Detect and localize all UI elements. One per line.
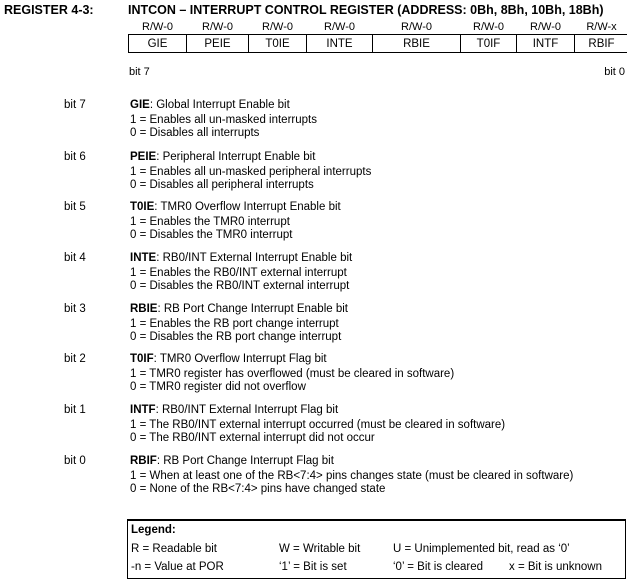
bit-value-line: 0 = None of the RB<7:4> pins have changed state — [130, 483, 386, 495]
bit-title-text: : TMR0 Overflow Interrupt Enable bit — [154, 201, 341, 213]
bit-description — [130, 353, 454, 394]
legend-item: U = Unimplemented bit, read as ‘0’ — [393, 543, 570, 555]
register-bit-table — [128, 20, 627, 53]
access-cell: R/W-0 — [142, 21, 173, 33]
bit-description — [130, 404, 505, 445]
bit-value-line: 1 = TMR0 register has overflowed (must be cleared in software) — [130, 368, 455, 380]
bit-name-cell: T0IE — [249, 35, 307, 53]
bit-name: GIE — [130, 99, 150, 111]
bit-name: INTF — [130, 404, 156, 416]
bit-title — [130, 99, 317, 112]
bit-label: bit 7 — [64, 99, 86, 111]
bit-title — [130, 151, 371, 164]
access-cell: R/W-0 — [202, 21, 233, 33]
bit-name: PEIE — [130, 151, 157, 163]
bit-description — [130, 151, 371, 192]
bit-value-line: 0 = Disables the RB0/INT external interrupt — [130, 280, 350, 292]
bit-name-cell: T0IF — [461, 35, 517, 53]
bit-value-line: 1 = When at least one of the RB<7:4> pins changes state (must be cleared in software) — [130, 470, 574, 482]
legend-item: ‘0’ = Bit is cleared — [393, 561, 484, 573]
bit-label: bit 2 — [64, 353, 86, 365]
bit-value-line: 0 = Disables all interrupts — [130, 127, 260, 139]
msb-label: bit 7 — [129, 66, 150, 78]
bit-name-cell: GIE — [129, 35, 187, 53]
bit-description — [130, 252, 352, 293]
bit-name-cell: RBIE — [373, 35, 461, 53]
bit-value-line: 1 = Enables all un-masked peripheral interrupts — [130, 166, 372, 178]
bit-title — [130, 201, 341, 214]
legend-item: x = Bit is unknown — [509, 561, 603, 573]
legend-heading: Legend: — [131, 524, 176, 536]
bit-title-text: : Global Interrupt Enable bit — [149, 99, 290, 111]
access-cell: R/W-0 — [473, 21, 504, 33]
bit-value-line: 0 = Disables the RB port change interrupt — [130, 331, 342, 343]
bit-name-cell: INTE — [307, 35, 373, 53]
bit-title-text: : TMR0 Overflow Interrupt Flag bit — [153, 353, 327, 365]
access-row — [129, 20, 627, 35]
bit-description — [130, 99, 317, 140]
bit-label: bit 5 — [64, 201, 86, 213]
bit-value-line: 1 = The RB0/INT external interrupt occurred (must be cleared in software) — [130, 419, 506, 431]
bit-name: INTE — [130, 252, 157, 264]
bit-title — [130, 455, 573, 468]
bit-value-line: 0 = The RB0/INT external interrupt did not occur — [130, 432, 375, 444]
bit-label: bit 6 — [64, 151, 86, 163]
access-cell: R/W-0 — [401, 21, 432, 33]
bit-name: RBIE — [130, 303, 158, 315]
legend-item: R = Readable bit — [131, 543, 217, 555]
bit-title — [130, 404, 505, 417]
legend-item: -n = Value at POR — [131, 561, 224, 573]
bit-name: T0IF — [130, 353, 154, 365]
bit-name-cell: PEIE — [187, 35, 249, 53]
bit-title — [130, 252, 352, 265]
bit-value-line: 1 = Enables the RB port change interrupt — [130, 318, 339, 330]
bit-value-line: 0 = Disables the TMR0 interrupt — [130, 229, 293, 241]
legend-box — [127, 519, 626, 579]
bit-label: bit 1 — [64, 404, 86, 416]
bit-title-text: : Peripheral Interrupt Enable bit — [156, 151, 316, 163]
bit-value-line: 1 = Enables all un-masked interrupts — [130, 114, 317, 126]
bit-name-row — [129, 35, 627, 53]
bit-description — [130, 303, 348, 344]
bit-value-line: 1 = Enables the TMR0 interrupt — [130, 216, 290, 228]
bit-title-text: : RB0/INT External Interrupt Flag bit — [155, 404, 339, 416]
bit-name: T0IE — [130, 201, 155, 213]
legend-item: W = Writable bit — [279, 543, 361, 555]
bit-description — [130, 455, 573, 496]
bit-value-line: 1 = Enables the RB0/INT external interrupt — [130, 267, 347, 279]
bit-title — [130, 353, 454, 366]
lsb-label: bit 0 — [604, 66, 625, 78]
bit-value-line: 0 = Disables all peripheral interrupts — [130, 179, 314, 191]
bit-name-cell: INTF — [517, 35, 575, 53]
access-cell: R/W-0 — [530, 21, 561, 33]
register-label: REGISTER 4-3: — [4, 3, 94, 17]
bit-label: bit 0 — [64, 455, 86, 467]
bit-name: RBIF — [130, 455, 157, 467]
bit-label: bit 3 — [64, 303, 86, 315]
access-cell: R/W-0 — [262, 21, 293, 33]
legend-item: ‘1’ = Bit is set — [279, 561, 347, 573]
bit-description — [130, 201, 341, 242]
bit-value-line: 0 = TMR0 register did not overflow — [130, 381, 306, 393]
bit-title-text: : RB0/INT External Interrupt Enable bit — [156, 252, 353, 264]
bit-title — [130, 303, 348, 316]
bit-label: bit 4 — [64, 252, 86, 264]
access-cell: R/W-0 — [324, 21, 355, 33]
access-cell: R/W-x — [586, 21, 617, 33]
bit-name-cell: RBIF — [575, 35, 627, 53]
register-title: INTCON – INTERRUPT CONTROL REGISTER (ADDRESS: 0Bh, 8Bh, 10Bh, 18Bh) — [128, 3, 604, 17]
bit-title-text: : RB Port Change Interrupt Enable bit — [157, 303, 348, 315]
bit-title-text: : RB Port Change Interrupt Flag bit — [156, 455, 334, 467]
